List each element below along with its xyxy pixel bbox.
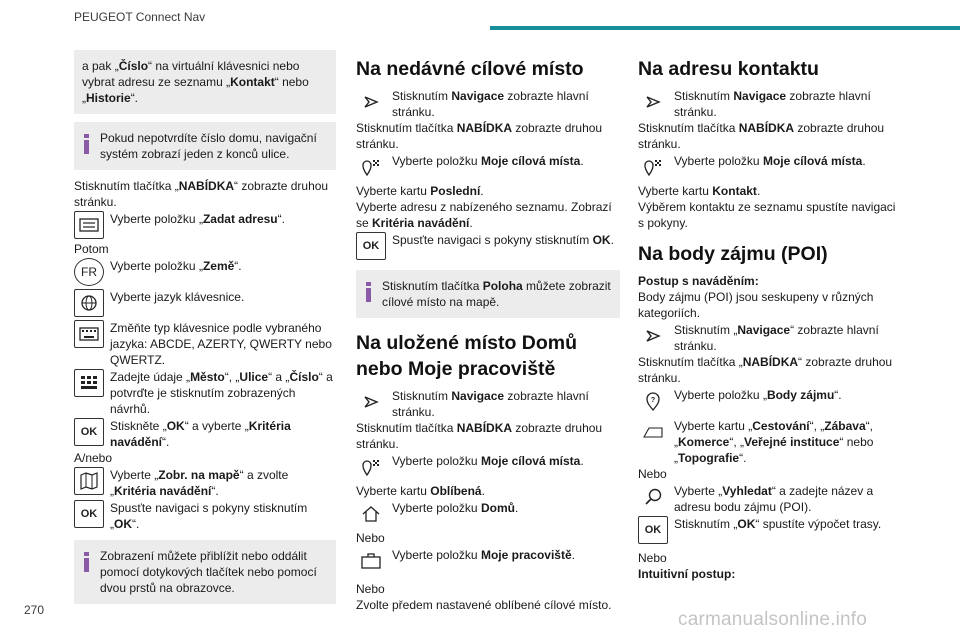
info-icon xyxy=(84,552,89,572)
step-ok-criteria: OK Stiskněte „OK“ a vyberte „Kritéria navádění“. xyxy=(74,418,336,450)
section-heading: Na uložené místo Domů nebo Moje pracoviště xyxy=(356,332,578,380)
page-number: 270 xyxy=(24,603,45,617)
step-keyboard-language: Vyberte jazyk klávesnice. xyxy=(74,289,336,319)
running-header: PEUGEOT Connect Nav xyxy=(74,10,206,24)
step-navigation: Stisknutím „Navigace“ zobrazte hlavní stránku. xyxy=(638,322,902,354)
header-accent-bar xyxy=(490,26,960,30)
step-search: Vyberte „Vyhledat“ a zadejte název a adresu bodu zájmu (POI). xyxy=(638,483,902,515)
step-calculate-route: OK Stisknutím „OK“ spustíte výpočet trasy. xyxy=(638,516,902,546)
info-icon xyxy=(366,282,371,302)
step-start-navigation: OK Spusťte navigaci s pokyny stisknutím OK. xyxy=(356,232,620,262)
step-country: FR Vyberte položku „Země“. xyxy=(74,258,336,288)
destination-pin-icon xyxy=(638,153,668,181)
step-navigation: Stisknutím Navigace zobrazte hlavní stránku. xyxy=(638,88,902,120)
section-heading: Na nedávné cílové místo xyxy=(356,58,584,80)
info-note: Pokud nepotvrdíte číslo domu, navigační systém zobrazí jeden z konců ulice. xyxy=(74,122,336,170)
keyboard-icon xyxy=(74,211,104,239)
section-heading: Na adresu kontaktu xyxy=(638,58,819,80)
step-my-destinations: Vyberte položku Moje cílová místa. xyxy=(356,453,620,483)
step-navigation: Stisknutím Navigace zobrazte hlavní stránku. xyxy=(356,88,620,120)
step-keyboard-type: Změňte typ klávesnice podle vybraného jazyka: ABCDE, AZERTY, QWERTY nebo QWERTZ. xyxy=(74,320,336,368)
ok-button-icon: OK xyxy=(74,418,104,446)
navigation-arrow-icon xyxy=(638,88,668,116)
search-icon xyxy=(638,483,668,511)
step-category-tab: Vyberte kartu „Cestování“, „Zábava“, „Komerce“, „Veřejné instituce“ nebo „Topografie“. xyxy=(638,418,902,466)
step-show-on-map: Vyberte „Zobr. na mapě“ a zvolte „Kritéria navádění“. xyxy=(74,467,336,499)
watermark: carmanualsonline.info xyxy=(678,609,868,630)
info-icon xyxy=(84,134,89,154)
navigation-arrow-icon xyxy=(638,322,668,350)
keypad-icon xyxy=(74,369,104,397)
briefcase-icon xyxy=(356,547,386,575)
info-note: Stisknutím tlačítka Poloha můžete zobrazit cílové místo na mapě. xyxy=(356,270,620,318)
step-navigation: Stisknutím Navigace zobrazte hlavní stránku. xyxy=(356,388,620,420)
keyboard-layout-icon xyxy=(74,320,104,348)
tab-icon xyxy=(638,418,668,446)
ok-button-icon: OK xyxy=(356,232,386,260)
svg-text:?: ? xyxy=(650,397,656,404)
country-code-icon: FR xyxy=(74,258,104,286)
step-home: Vyberte položku Domů. xyxy=(356,500,620,530)
navigation-arrow-icon xyxy=(356,388,386,416)
ok-button-icon: OK xyxy=(74,500,104,528)
step-enter-city-street-number: Zadejte údaje „Město“, „Ulice“ a „Číslo“ a potvrďte je stisknutím zobrazených návrhů. xyxy=(74,369,336,417)
map-icon xyxy=(74,467,104,495)
step-start-navigation: OK Spusťte navigaci s pokyny stisknutím „OK“. xyxy=(74,500,336,532)
continuation-box: a pak „Číslo“ na virtuální klávesnici nebo vybrat adresu ze seznamu „Kontakt“ nebo „Historie“. xyxy=(74,50,336,114)
column-right: Na adresu kontaktu Stisknutím Navigace zobrazte hlavní stránku. Stisknutím tlačítka NABÍDKA zobrazte druhou stránku. Vyberte položku Moje cílová místa. Vyberte kartu Kontakt. Výběrem kontaktu ze seznamu spustíte navigaci s pokyny. Na body zájmu (POI) Postup s naváděním: Body zájmu (POI) jsou seskupeny v různých kategoriích. Stisknutím „Navigace“ zobrazte hlavní stránku. Stisknutím tlačítka „NABÍDKA“ zobrazte druhou stránku. ? Vyberte položku „Body zájmu“. Vyberte kartu „Cestování“, „Zábava“, „Komerce“, „Veřejné instituce“ nebo „Topografie“. Nebo Vyberte „Vyhledat“ a zadejte název a adresu bodu zájmu (POI). OK Stisknutím „OK“ spustíte výpočet trasy. Nebo Intuitivní postup: xyxy=(638,50,902,582)
step-my-destinations: Vyberte položku Moje cílová místa. xyxy=(356,153,620,183)
column-left: a pak „Číslo“ na virtuální klávesnici nebo vybrat adresu ze seznamu „Kontakt“ nebo „Historie“. Pokud nepotvrdíte číslo domu, navigační systém zobrazí jeden z konců ulice. Stisknutím tlačítka „NABÍDKA“ zobrazte druhou stránku. Vyberte položku „Zadat adresu“. Potom FR Vyberte položku „Země“. Vyberte jazyk klávesnice. Změňte typ klávesnice podle vybraného jazyka: ABCDE, AZERTY, QWERTY nebo QWERTZ. Zadejte údaje „Město“, „Ulice“ a „Číslo“ a potvrďte je stisknutím zobrazených návrhů. OK Stiskněte „OK“ a vyberte „Kritéria navádění“. A/nebo Vyberte „Zobr. na mapě“ a zvolte „Kritéria navádění“. OK Spusťte navigaci s pokyny stisknutím „OK“. Zobrazení můžete přiblížit nebo oddálit pomocí dotykových tlačítek nebo pomocí dvou prstů na obrazovce. xyxy=(74,50,336,612)
home-icon xyxy=(356,500,386,528)
ok-button-icon: OK xyxy=(638,516,668,544)
column-middle: Na nedávné cílové místo Stisknutím Navigace zobrazte hlavní stránku. Stisknutím tlačítka NABÍDKA zobrazte druhou stránku. Vyberte položku Moje cílová místa. Vyberte kartu Poslední. Vyberte adresu z nabízeného seznamu. Zobrazí se Kritéria navádění. OK Spusťte navigaci s pokyny stisknutím OK. Stisknutím tlačítka Poloha můžete zobrazit cílové místo na mapě. Na uložené místo Domů nebo Moje pracoviště Stisknutím Navigace zobrazte hlavní stránku. Stisknutím tlačítka NABÍDKA zobrazte druhou stránku. Vyberte položku Moje cílová místa. Vyberte kartu Oblíbená. Vyberte položku Domů. Nebo Vyberte položku Moje pracoviště. Nebo Zvolte předem nastavené oblíbené cílové místo. xyxy=(356,50,620,613)
step-points-of-interest: ? Vyberte položku „Body zájmu“. xyxy=(638,387,902,417)
navigation-arrow-icon xyxy=(356,88,386,116)
step-workplace: Vyberte položku Moje pracoviště. xyxy=(356,547,620,577)
destination-pin-icon xyxy=(356,453,386,481)
destination-pin-icon xyxy=(356,153,386,181)
poi-pin-icon xyxy=(638,387,668,415)
info-note: Zobrazení můžete přiblížit nebo oddálit pomocí dotykových tlačítek nebo pomocí dvou prstů na obrazovce. xyxy=(74,540,336,604)
step-my-destinations: Vyberte položku Moje cílová místa. xyxy=(638,153,902,183)
section-heading: Na body zájmu (POI) xyxy=(638,243,828,265)
step-enter-address: Vyberte položku „Zadat adresu“. xyxy=(74,211,336,241)
globe-keyboard-icon xyxy=(74,289,104,317)
